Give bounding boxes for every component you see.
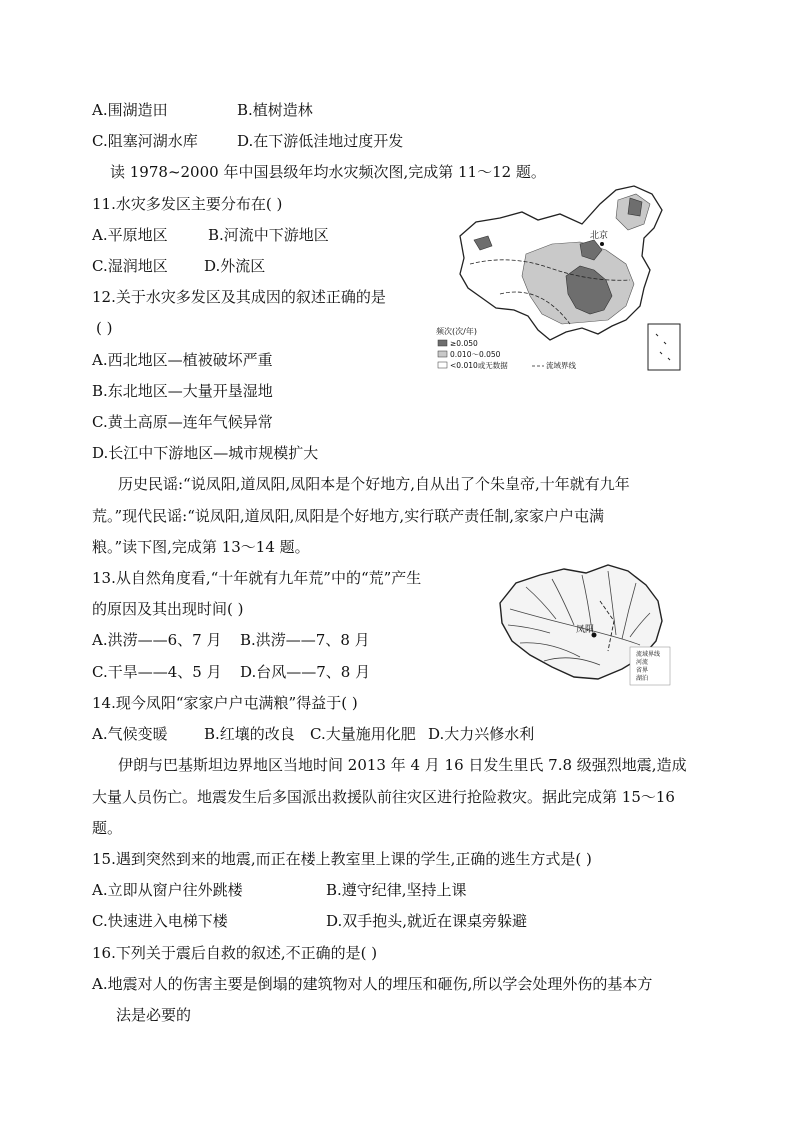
option-b-12: B.东北地区—大量开垦湿地 [92, 382, 273, 400]
label-fengyang: 凤阳 [576, 625, 595, 635]
option-c-14: C.大量施用化肥 [310, 725, 416, 743]
option-c-13: C.干旱——4、5 月 [92, 663, 222, 681]
question-12: 12.关于水灾多发区及其成因的叙述正确的是 [92, 288, 386, 306]
intro-13-14-line2: 荒。”现代民谣:“说凤阳,道凤阳,凤阳是个好地方,实行联产责任制,家家户户屯满 [92, 507, 604, 525]
option-b-14: B.红壤的改良 [204, 725, 295, 743]
option-a-11: A.平原地区 [92, 226, 168, 244]
option-a-10: A.围湖造田 [92, 101, 168, 119]
south-china-sea-inset [648, 324, 680, 370]
question-11: 11.水灾多发区主要分布在( ) [92, 195, 283, 213]
option-d-12: D.长江中下游地区—城市规模扩大 [92, 444, 319, 462]
question-12-paren: ( ) [96, 319, 113, 337]
option-c-12: C.黄土高原—连年气候异常 [92, 413, 273, 431]
option-b-11: B.河流中下游地区 [208, 226, 329, 244]
intro-11-12: 读 1978~2000 年中国县级年均水灾频次图,完成第 11～12 题。 [110, 163, 546, 181]
china-flood-map [430, 184, 686, 376]
legend-swatch-high [438, 340, 447, 346]
option-a-12: A.西北地区—植被破坏严重 [92, 351, 273, 369]
intro-13-14-line3: 粮。”读下图,完成第 13～14 题。 [92, 538, 310, 556]
question-13-line2: 的原因及其出现时间( ) [92, 600, 244, 618]
question-16: 16.下列关于震后自救的叙述,不正确的是( ) [92, 944, 378, 962]
beijing-marker [600, 242, 604, 246]
legend-item-boundary: 流域界线 [546, 361, 576, 370]
label-beijing: 北京 [590, 231, 609, 241]
option-b-13: B.洪涝——7、8 月 [240, 631, 370, 649]
option-d-11: D.外流区 [204, 257, 266, 275]
intro-15-16-line2: 大量人员伤亡。地震发生后多国派出救援队前往灾区进行抢险救灾。据此完成第 15～16 [92, 788, 675, 806]
option-d-14: D.大力兴修水利 [428, 725, 535, 743]
option-a-15: A.立即从窗户往外跳楼 [92, 881, 243, 899]
option-a-16-line2: 法是必要的 [116, 1006, 192, 1024]
option-d-15: D.双手抱头,就近在课桌旁躲避 [326, 912, 528, 930]
fengyang-map [490, 561, 674, 687]
fengyang-legend-item-2: 河流 [636, 659, 649, 666]
fengyang-legend-item-4: 湖泊 [636, 675, 649, 682]
option-d-13: D.台风——7、8 月 [240, 663, 371, 681]
option-c-10: C.阻塞河湖水库 [92, 132, 198, 150]
legend-title: 频次(次/年) [436, 327, 477, 336]
legend-swatch-mid [438, 351, 447, 357]
option-a-16-line1: A.地震对人的伤害主要是倒塌的建筑物对人的埋压和砸伤,所以学会处理外伤的基本方 [92, 975, 653, 993]
option-b-10: B.植树造林 [237, 101, 313, 119]
option-c-11: C.湿润地区 [92, 257, 168, 275]
option-b-15: B.遵守纪律,坚持上课 [326, 881, 467, 899]
option-c-15: C.快速进入电梯下楼 [92, 912, 228, 930]
option-d-10: D.在下游低洼地过度开发 [237, 132, 404, 150]
legend-swatch-low [438, 362, 447, 368]
option-a-14: A.气候变暖 [92, 725, 168, 743]
china-flood-map-figure [430, 184, 686, 376]
option-a-13: A.洪涝——6、7 月 [92, 631, 222, 649]
intro-13-14-line1: 历史民谣:“说凤阳,道凤阳,凤阳本是个好地方,自从出了个朱皇帝,十年就有九年 [118, 475, 630, 493]
legend-item-mid: 0.010～0.050 [450, 350, 501, 359]
question-13-line1: 13.从自然角度看,“十年就有九年荒”中的“荒”产生 [92, 569, 422, 587]
legend-item-high: ≥0.050 [450, 339, 478, 348]
question-14: 14.现今凤阳“家家户户屯满粮”得益于( ) [92, 694, 358, 712]
fengyang-map-figure [490, 561, 674, 687]
fengyang-legend-item-1: 流域界线 [636, 651, 661, 658]
legend-item-low: <0.010或无数据 [450, 361, 508, 370]
question-15: 15.遇到突然到来的地震,而正在楼上教室里上课的学生,正确的逃生方式是( ) [92, 850, 592, 868]
intro-15-16-line3: 题。 [92, 819, 123, 837]
intro-15-16-line1: 伊朗与巴基斯坦边界地区当地时间 2013 年 4 月 16 日发生里氏 7.8 级强烈地震,造成 [118, 756, 687, 774]
fengyang-legend-item-3: 省界 [636, 667, 649, 674]
